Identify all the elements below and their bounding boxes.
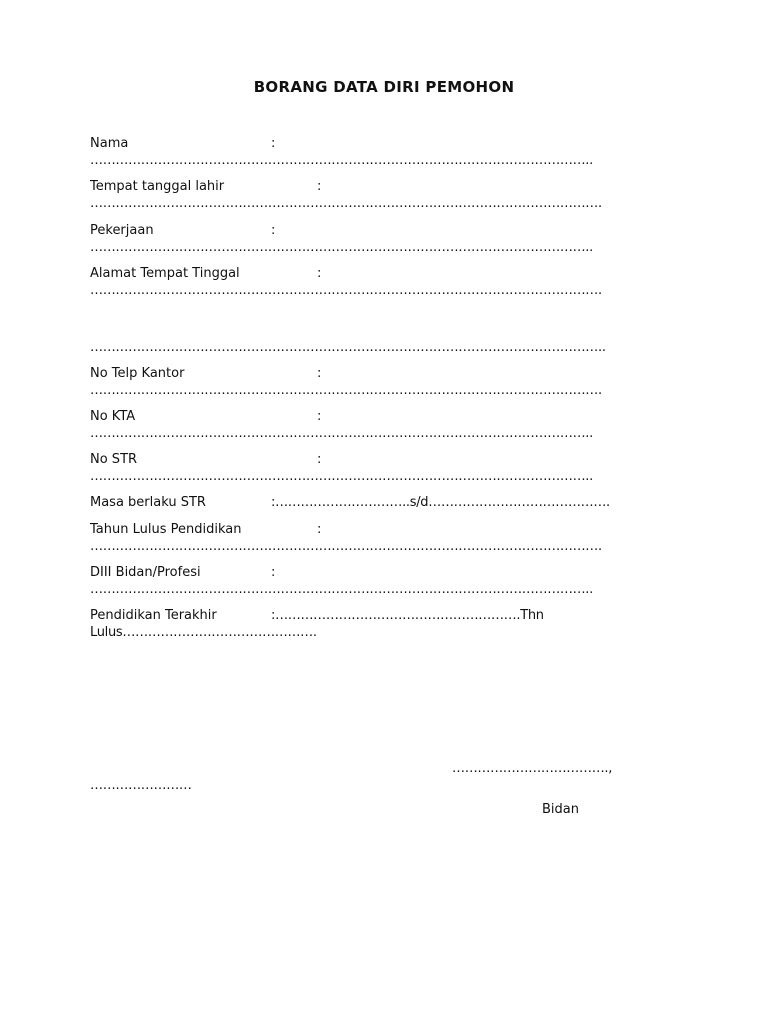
field-colon: :	[317, 366, 322, 381]
field-fill-line[interactable]: ………………………………………………………………………………………………………….	[90, 196, 602, 211]
field-colon: :	[317, 522, 322, 537]
masa-berlaku-fill-line[interactable]: :…………………………..s/d…………………………………….	[271, 495, 610, 510]
field-fill-line[interactable]: ………………………………………………………………………………………………………..	[90, 240, 593, 255]
field-fill-line[interactable]: ………………………………………………………………………………………………………….	[90, 383, 602, 398]
field-fill-line[interactable]: ………………………………………………………………………………………………………….	[90, 539, 602, 554]
signature-role: Bidan	[542, 802, 579, 817]
page-title: BORANG DATA DIRI PEMOHON	[253, 78, 515, 96]
field-label: No KTA	[90, 409, 136, 424]
field-colon: :	[271, 565, 276, 580]
field-label: Tempat tanggal lahir	[90, 179, 225, 194]
field-label: Pendidikan Terakhir	[90, 608, 217, 623]
field-colon: :	[317, 409, 322, 424]
field-fill-line[interactable]: ………………………………………………………………………………………………………….	[90, 283, 602, 298]
field-colon: :	[317, 179, 322, 194]
field-label: Nama	[90, 136, 129, 151]
field-colon: :	[317, 266, 322, 281]
field-label: Tahun Lulus Pendidikan	[90, 522, 242, 537]
field-label: Masa berlaku STR	[90, 495, 206, 510]
signature-date-line[interactable]: ……………………	[90, 778, 192, 793]
field-label: Pekerjaan	[90, 223, 154, 238]
field-label: DIII Bidan/Profesi	[90, 565, 201, 580]
field-label: Alamat Tempat Tinggal	[90, 266, 240, 281]
field-label: No STR	[90, 452, 138, 467]
field-colon: :	[271, 223, 276, 238]
field-colon: :	[317, 452, 322, 467]
field-label: No Telp Kantor	[90, 366, 185, 381]
address-extra-fill-line[interactable]: …………………………………………………………………………………………………………..	[90, 340, 606, 355]
lulus-fill-line[interactable]: Lulus……………………………………….	[90, 625, 317, 640]
field-fill-line[interactable]: ………………………………………………………………………………………………………..	[90, 469, 593, 484]
field-fill-line[interactable]: ………………………………………………………………………………………………………..	[90, 426, 593, 441]
field-fill-line[interactable]: ………………………………………………………………………………………………………..	[90, 153, 593, 168]
signature-place-date[interactable]: ……………………………….,	[452, 761, 613, 776]
pendidikan-terakhir-fill-line[interactable]: :………………………………………………….Thn	[271, 608, 544, 623]
field-fill-line[interactable]: ………………………………………………………………………………………………………..	[90, 582, 593, 597]
field-colon: :	[271, 136, 276, 151]
